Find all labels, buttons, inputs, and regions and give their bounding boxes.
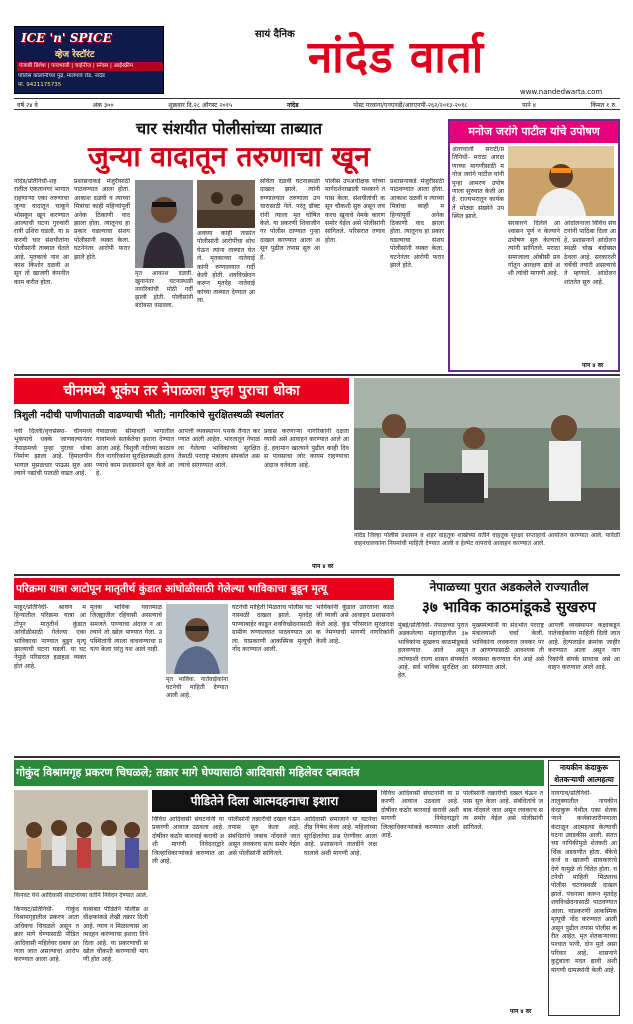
story3-col3: आपत्ती व्यवस्थापन पथके तैनात करण्यात आली आहेत. भारतातून नेपाळला गेलेल्या भाविकांच्या सुरक्षिततेसाठी परराष्ट्र मंत्रालय संपर्कात असल्याचे सांगण्यात आले. (178, 428, 260, 469)
story6-sub: पीडितेने दिला आत्मदहनाचा इशारा (190, 794, 339, 808)
dateline-price: किंमत १ रु. (590, 101, 617, 109)
story1-col2: प्रशासनाकडे मंजुरीसाठी पाठवण्यात आला होता. आकाश दळवी व त्याच्या मित्रांचा काही महिन्यांपूर्वी अनेक ठिकाणी वाद झाला होता. त्यातूनच हा प्रकार घडल्याचा संशय पोलीसांनी व्यक्त केला. घटनेनंतर आरोपी फरार झाले होते. (74, 178, 130, 261)
story1-photo (135, 180, 193, 268)
dateline-year: वर्ष २४ वे (17, 101, 38, 109)
story6-col3: विविध आदिवासी संघटनांनी या प्रकरणी आवाज उठवला आहे. दोषींवर कठोर कारवाई करावी अशी मागणी निवेदनाद्वारे जिल्हाधिकाऱ्यांकडे करण्यात आली आहे. (152, 816, 224, 866)
masthead-title: नांदेड वार्ता (307, 32, 485, 83)
dateline-issue: अंक ३०० (92, 101, 114, 109)
story1-col6: प्रशासनाकडे मंजुरीसाठी पाठवण्यात आला होता. आकाश दळवी व त्याच्या मित्रांचा काही महिन्यांपूर्वी अनेक ठिकाणी वाद झाला होता. त्यातूनच हा प्रकार घडल्याचा संशय पोलीसांनी व्यक्त केला. घटनेनंतर आरोपी फरार झाले होते. (390, 178, 444, 270)
ad-subtitle: व्हेज रेस्टॉरंट (55, 50, 95, 60)
group-meeting-photo-icon (14, 790, 148, 890)
traffic-police-photo-icon (354, 378, 620, 530)
divider (14, 574, 620, 576)
ad-line3: मो. 9421175735 (18, 82, 62, 88)
dateline-pages: पाने ४ (522, 101, 536, 109)
story6-col4: पोलीसांनी तक्रारीची दखल घेऊन तपास सुरु केला आहे. संबंधितांचे जबाब नोंदवले जात असून लवकरच सत्य समोर येईल असे पोलीसांनी सांगितले. (228, 816, 300, 857)
story3-kicker: चीनमध्ये भूकंप तर नेपाळला पुन्हा पुराचा धोका (63, 383, 300, 399)
story2-col3: आंदोलनाला विविध संघटनांनी पाठिंबा दिला आहे. प्रशासनाने आंदोलनस्थळी चोख बंदोबस्त ठेवला आहे. सरकारशी चर्चेची तयारी असल्याचे ते म्हणाले. आंदोलन शांततेत सुरु आहे. (564, 220, 616, 286)
story2-continued: पान ४ वर (582, 362, 604, 369)
story5-col1: मुंबई/प्रतिनिधी- नेपाळच्या पुरात अडकलेल्या महाराष्ट्रातील ३७ भाविकांना सुखरुप काठमांडूकडे हलवण्यात आले असून त्यांच्याशी राज्य शासन संपर्कात आहे. सर्व भाविक सुरक्षित आहेत. (398, 622, 468, 680)
story3-col1: नवी दिल्ली/वृत्तसंस्था- चीनमध्ये भूकंपाचे धक्के जाणवल्यानंतर नेपाळमध्ये पुन्हा पुराचा धोका निर्माण झाला आहे. हिमालयीन भागात मुसळधार पाऊस सुरु असल्याने नद्यांची पातळी वाढत आहे. (14, 428, 92, 478)
story1-photo-caption: मृत आकाश दळवी. खुनानंतर घटनास्थळी नागरिकांची मोठी गर्दी झाली होती. पोलीसांनी बंदोबस्त वाढवला. (135, 270, 193, 309)
story7-body: नायगाव/प्रतिनिधी- तालुक्यातील नायकीन कंदाकुरू येथील एका शेतकऱ्याने कर्जबाजारीपणाला कंटाळून आत्महत्या केल्याची घटना उघडकीस आली. सततच्या नापिकीमुळे शेतकरी आर्थिक अडचणीत होता. बँकेचे कर्ज व खाजगी सावकाराचे देणे यामुळे तो चिंतेत होता. घटनेची माहिती मिळताच पोलीस घटनास्थळी दाखल झाले. पंचनामा करून मृतदेह शवविच्छेदनासाठी पाठवण्यात आला. याप्रकरणी आकस्मिक मृत्यूची नोंद करण्यात आली असून पुढील तपास पोलीस करीत आहेत. मृत शेतकऱ्याच्या पश्चात पत्नी, दोन मुले असा परिवार आहे. शासनाने कुटुंबाला मदत द्यावी अशी मागणी ग्रामस्थांनी केली आहे. (551, 790, 617, 974)
story2-headline: मनोज जरांगे पाटील यांचे उपोषण (468, 125, 600, 138)
story5-headline: नेपाळच्या पुरात अडकलेले राज्यातील (429, 580, 589, 594)
story6-col5: आदिवासी समाजाने या घटनेचा तीव्र निषेध केला आहे. महिलांच्या सुरक्षिततेचा प्रश्न ऐरणीवर आला आहे. प्रशासनाने तातडीने लक्ष घालावे अशी मागणी आहे. (304, 816, 377, 857)
story3-sub: त्रिशुली नदीची पाणीपातळी वाढण्याची भीती; नागरिकांचे सुरक्षितस्थळी स्थलांतर (14, 410, 284, 421)
story3-photo-caption: नांदेड जिल्हा पोलीस प्रशासन व शहर वाहतूक शाखेच्या वतीने वाहतूक सुरक्षा सप्ताहाचे आयोजन करण्यात आले. यावेळी वाहनचालकांना नियमांची माहिती देण्यात आली व हेल्मेट वापराचे आवाहन करण्यात आले. (354, 532, 620, 547)
crime-scene-photo-icon (197, 180, 255, 228)
story5-col2: मुख्यमंत्र्यांनी या संदर्भात परराष्ट्र मंत्रालयाशी चर्चा केली. भाविकांना लवकरात लवकर परत आणण्यासाठी आवश्यक ती व्यवस्था करण्यात येत आहे असे सांगण्यात आले. (472, 622, 544, 672)
dateline-bar (14, 98, 620, 110)
story3-photo (354, 378, 620, 530)
story4-col4: भाविकांनी कुंडात उतरताना काळजी घ्यावी असे आवाहन प्रशासनाने केले आहे. कुंड परिसरात सुरक्षारक्षक नेमण्याची मागणी नागरिकांनी केली आहे. (316, 604, 394, 645)
story6-photo (14, 790, 148, 890)
story2-col1: अंतरवाली सराटी/प्रतिनिधी- मराठा आरक्षणाच्या मागणीसाठी मनोज जरांगे पाटील यांनी पुन्हा आमरण उपोषणाला सुरुवात केली आहे. राज्यभरातून कार्यकर्ते मोठ्या संख्येने उपस्थित झाले. (452, 146, 504, 221)
story6-col1: किनवट/प्रतिनिधी- गोकुंद विश्रामगृहातील प्रकरण आता अधिकच चिघळले असून तक्रार मागे घेण्यासाठी पीडित आदिवासी महिलेवर दबाव आणला जात असल्याचा आरोप करण्यात आला आहे. (14, 906, 79, 964)
story4-headline: परिक्रमा यात्रा आटोपून मातृतीर्थ कुंडात आंघोळीसाठी गेलेल्या भाविकाचा बुडून मृत्यू (16, 583, 327, 595)
dateline-city: नांदेड (286, 101, 299, 109)
protest-photo-icon (508, 146, 614, 216)
story6-continued: पान ४ वर (510, 1008, 532, 1015)
story1-col1: नांदेड/प्रतिनिधी-शहरातील एकतानगर भागात राहणाऱ्या एका तरुणाचा जुन्या वादातून चाकूने भोसकून खून करण्यात आल्याची घटना गुरुवारी रात्री उशिरा घडली. या प्रकरणी चार संशयीतांना पोलीसांनी ताब्यात घेतले आहे. मृतकाचे नाव आकाश किशोर दळवी असून तो खाजगी कंपनीत काम करीत होता. (14, 178, 69, 286)
dateline-date: शुक्रवार दि.२८ ऑगस्ट २०१५ (168, 101, 233, 109)
story6-col7: पोलीसांनी तक्रारीची दखल घेऊन तपास सुरु केला आहे. संबंधितांचे जबाब नोंदवले जात असून लवकरच सत्य समोर येईल असे पोलीसांनी सांगितले. (463, 790, 543, 831)
person-portrait-icon (166, 604, 228, 674)
story1-col5: पोलीस उपअधीक्षक यांच्या मार्गदर्शनाखाली पथकाने तपास केला. संशयीतांची कसून चौकशी सुरु असून लवकरच खुनाचे नेमके कारण समोर येईल असे पोलीसांनी सांगितले. परिसरात तणाव होता. (325, 178, 385, 244)
story3-continued: पान ४ वर (312, 563, 334, 570)
story5-headline2: ३७ भाविक काठमांडूकडे सुखरुप (422, 598, 596, 616)
divider (14, 756, 620, 758)
story4-photo-caption: मृत भाविक. नातेवाईकांना घटनेची माहिती देण्यात आली आहे. (166, 676, 228, 699)
story3-col4: प्रवास करणाऱ्या नागरिकांनी दक्षता घ्यावी असे आवाहन करण्यात आले आहे. हवामान खात्याने पुढील काही दिवस पावसाचा जोर कायम राहण्याचा अंदाज वर्तवला आहे. (264, 428, 349, 469)
story4-col2: मृतक भाविक यवतमाळ जिल्ह्यातील रहिवासी असल्याचे समजते. पाण्याचा अंदाज न आल्याने तो खोल पाण्यात गेला. उपस्थितांनी त्याला वाचवण्याचा प्रयत्न केला परंतु यश आले नाही. (90, 604, 162, 654)
masthead-tagline: सायं दैनिक (255, 29, 295, 40)
story6-col2: याबाबत पीडितेने पोलीस अधीक्षकांकडे लेखी तक्रार दिली आहे. न्याय न मिळाल्यास आत्मदहन करण्याचा इशारा तिने दिला आहे. या प्रकरणाची सखोल चौकशी करण्याची मागणी होत आहे. (83, 906, 148, 964)
story6-col6: विविध आदिवासी संघटनांनी या प्रकरणी आवाज उठवला आहे. दोषींवर कठोर कारवाई करावी अशी मागणी निवेदनाद्वारे जिल्हाधिकाऱ्यांकडे करण्यात आली आहे. (381, 790, 459, 840)
ad-logo: ICE 'n' SPICE (21, 31, 112, 45)
story1-col4: सविता दळवी घटनास्थळी दाखल झाले. त्यांनी रुग्णालयात तरुणाला उपचारासाठी नेले. परंतु डॉक्टरांनी त्याला मृत घोषित केले. या प्रकरणी शिवाजीनगर पोलीस ठाण्यात गुन्हा दाखल करण्यात आला असून पुढील तपास सुरु आहे. (260, 178, 320, 261)
story1-col3: अवघ्या काही तासांत पोलीसांनी आरोपींचा शोध घेऊन त्यांना ताब्यात घेतले. मृतकाच्या नातेवाईकांनी रुग्णालयात गर्दी केली होती. शवविच्छेदन करून मृतदेह नातेवाईकांच्या ताब्यात देण्यात आला. (197, 230, 255, 305)
story3-col2: नेपाळच्या सीमावर्ती भागातील गावांमध्ये सतर्कतेचा इशारा देण्यात आला आहे. त्रिशुली नदीच्या काठावरील नागरिकांना सुरक्षितस्थळी हलवण्याचे काम प्रशासनाने सुरु केले आहे. (96, 428, 174, 478)
story2-photo (508, 146, 614, 216)
ad-line1: पंजाबी डिशेश | पावभाजी | चाईनीज | स्नॅक्स | आईस्क्रीम (17, 62, 163, 71)
ad-line2: पोलिस कॉलोनीच्या पुढे, मालेगाव रोड, नांदेड (18, 73, 105, 79)
story4-col3: घटनेची माहिती मिळताच पोलीस घटनास्थळी दाखल झाले. मृतदेह पाण्याबाहेर काढून शवविच्छेदनासाठी ग्रामीण रुग्णालयात पाठवण्यात आला. याप्रकरणी आकस्मिक मृत्यूची नोंद करण्यात आली. (232, 604, 312, 654)
story5-col3: आपत्ती व्यवस्थापन कक्षाकडून नातेवाईकांना माहिती दिली जात आहे. हेल्पलाईन क्रमांक जाहीर करण्यात आला असून नागरिकांनी संपर्क साधावा असे आवाहन करण्यात आले आहे. (548, 622, 620, 672)
story1-headline: जुन्या वादातून तरुणाचा खून (88, 140, 370, 173)
story6-photo-caption: किनवट येथे आदिवासी संघटनांच्या वतीने निवेदन देण्यात आले. (14, 892, 148, 899)
divider (14, 374, 620, 376)
website-link[interactable]: www.nandedwarta.com (520, 88, 603, 96)
story2-col2: सरकारने दिलेले आश्वासन पूर्ण न केल्याने उपोषण सुरु केल्याचे त्यांनी सांगितले. मराठा समाजाला ओबीसी प्रवर्गातून आरक्षण द्यावे अशी त्यांची मागणी आहे. (508, 220, 560, 278)
story4-photo (166, 604, 228, 674)
masthead (0, 0, 633, 118)
story1-photo2 (197, 180, 255, 228)
story4-col1: माहूर/प्रतिनिधी- श्रावण महिन्यातील परिक्रमा यात्रा आटोपून मातृतीर्थ कुंडात आंघोळीसाठी गेलेल्या एका भाविकाचा पाण्यात बुडून मृत्यू झाल्याची घटना घडली. या घटनेमुळे परिसरात हळहळ व्यक्त होत आहे. (14, 604, 86, 670)
story1-kicker: चार संशयीत पोलीसांच्या ताब्यात (136, 119, 322, 138)
story6-headline: गोकुंद विश्रामगृह प्रकरण चिघळले; तक्रार मागे घेण्यासाठी आदिवासी महिलेवर दबावतंत्र (16, 766, 360, 779)
restaurant-ad (14, 26, 164, 94)
dateline-postal: पोस्ट परवाना/एनएनडी/आरएनपी-२६२/२०१३-२०१८ (353, 101, 468, 109)
person-portrait-icon (135, 180, 193, 268)
story7-headline: नायकीन कंदाकुरू शेतकऱ्याची आत्महत्या (550, 762, 618, 786)
